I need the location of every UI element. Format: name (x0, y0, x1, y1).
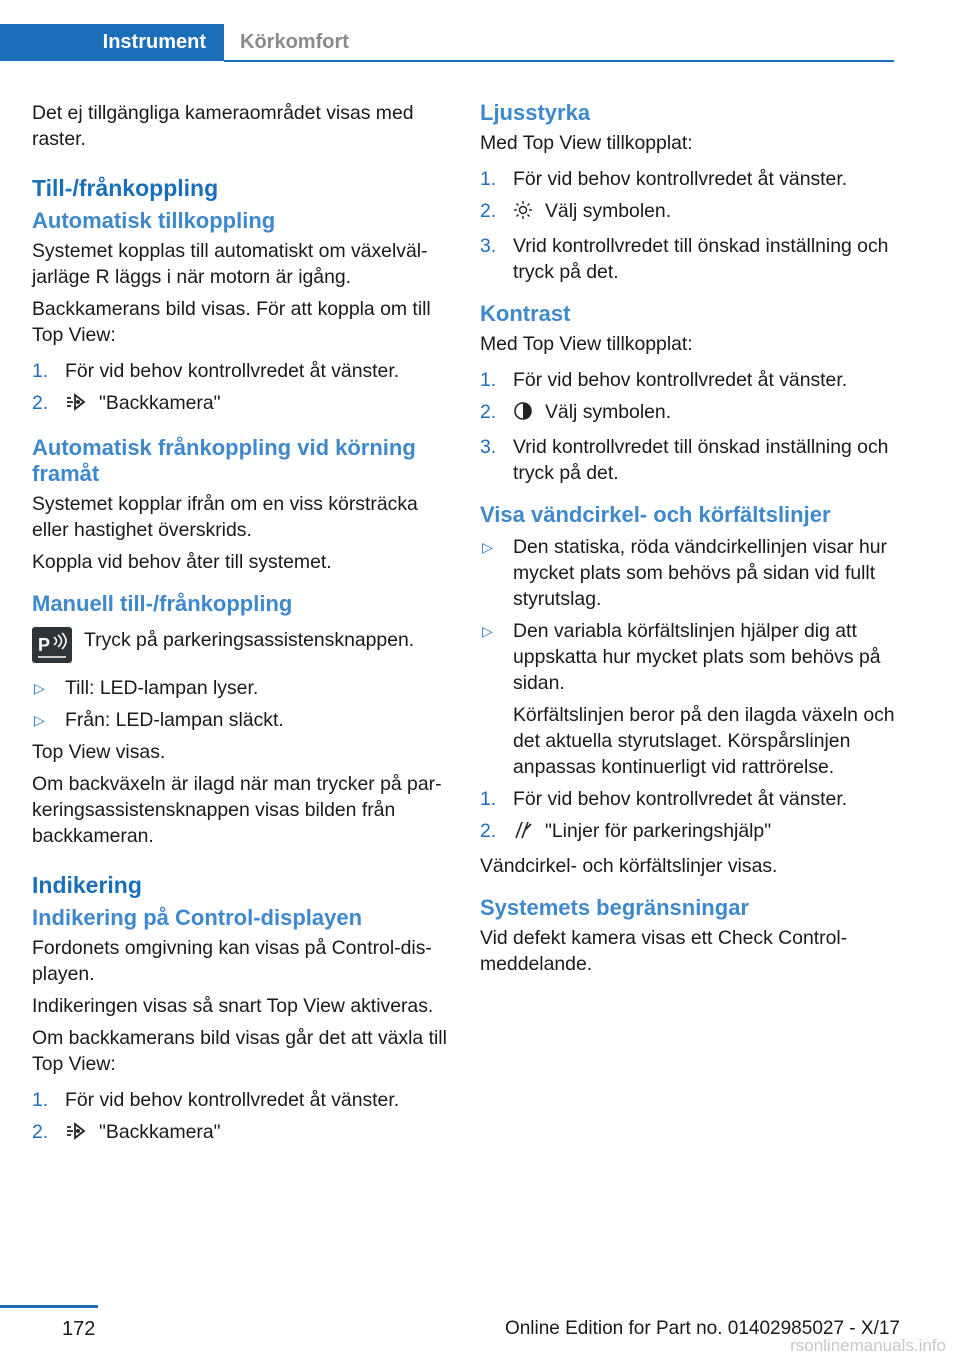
step-text: För vid behov kontrollvredet åt vänster. (65, 1089, 400, 1111)
list-item (32, 358, 450, 384)
parking-lines-icon (513, 820, 533, 847)
heading-automatisk-frankoppling: Automatisk frånkoppling vid körning framåt (32, 435, 416, 486)
parking-button-row (32, 627, 450, 663)
step-number: 1. (480, 788, 497, 810)
parking-assist-button-icon (32, 627, 72, 663)
paragraph: Systemet kopplar ifrån om en viss körsträcka eller hastighet överskrids. (32, 493, 418, 541)
heading-indikering: Indikering (32, 872, 142, 898)
list-item (480, 198, 898, 227)
watermark: rsonlinemanuals.info (790, 1336, 946, 1355)
list-item (32, 1087, 450, 1113)
bullet-text: Från: LED-lampan släckt. (65, 709, 284, 731)
bullet-list (32, 675, 450, 733)
bullet-list (480, 534, 898, 696)
step-text: För vid behov kontrollvredet åt vänster. (513, 788, 848, 810)
paragraph: Top View visas. (32, 741, 166, 763)
step-text: "Backkamera" (99, 392, 221, 414)
contrast-icon (513, 401, 533, 428)
triangle-bullet-icon: ▷ (34, 680, 45, 696)
list-item (32, 390, 450, 419)
paragraph: Indikeringen visas så snart Top View aktiveras. (32, 995, 434, 1017)
list-item (480, 618, 898, 696)
list-item (480, 434, 898, 486)
paragraph: Fordonets omgivning kan visas på Control-displayen. (32, 937, 432, 985)
step-text: "Backkamera" (99, 1121, 221, 1143)
paragraph: Systemet kopplas till automatiskt om växelväljarläge R läggs i när motorn är igång. (32, 240, 428, 288)
step-number: 2. (480, 820, 497, 842)
paragraph: Med Top View tillkopplat: (480, 333, 693, 355)
step-text: För vid behov kontrollvredet åt vänster. (65, 360, 400, 382)
footer-accent-line (0, 1305, 98, 1308)
step-number: 1. (32, 360, 49, 382)
list-item (480, 399, 898, 428)
right-column (480, 100, 898, 983)
step-text: "Linjer för parkeringshjälp" (545, 820, 772, 842)
step-number: 1. (480, 369, 497, 391)
backup-camera-icon (65, 1121, 87, 1148)
triangle-bullet-icon: ▷ (482, 539, 493, 555)
step-number: 3. (480, 235, 497, 257)
bullet-text: Den variabla körfältslinjen hjälper dig att uppskatta hur mycket plats som behövs på sidan. (513, 620, 881, 694)
brightness-sun-icon (513, 200, 533, 227)
step-text: För vid behov kontrollvredet åt vänster. (513, 168, 848, 190)
steps-list (32, 358, 450, 419)
svg-text:P: P (38, 635, 51, 655)
list-item (32, 1119, 450, 1148)
triangle-bullet-icon: ▷ (482, 623, 493, 639)
list-item (480, 818, 898, 847)
step-number: 1. (32, 1089, 49, 1111)
tab-underline (224, 60, 894, 62)
step-number: 3. (480, 436, 497, 458)
paragraph: Koppla vid behov åter till systemet. (32, 551, 332, 573)
step-text: För vid behov kontrollvredet åt vänster. (513, 369, 848, 391)
step-text: Vrid kontrollvredet till önskad inställning och tryck på det. (513, 436, 889, 484)
step-number: 2. (480, 401, 497, 423)
heading-ljusstyrka: Ljusstyrka (480, 100, 591, 125)
backup-camera-icon (65, 392, 87, 419)
list-item (32, 675, 450, 701)
tab-korkomfort[interactable]: Körkomfort (240, 31, 349, 53)
left-column (32, 100, 450, 1154)
page-number: 172 (62, 1318, 96, 1340)
step-number: 2. (480, 200, 497, 222)
heading-visa-linjer: Visa vändcirkel- och körfältslinjer (480, 502, 831, 527)
paragraph: Med Top View tillkopplat: (480, 132, 693, 154)
step-number: 2. (32, 1121, 49, 1143)
list-item (480, 367, 898, 393)
heading-begransningar: Systemets begränsningar (480, 895, 749, 920)
button-instruction: Tryck på parkeringsassistensknappen. (84, 629, 415, 651)
step-number: 1. (480, 168, 497, 190)
steps-list (480, 786, 898, 847)
tab-instrument[interactable]: Instrument (0, 24, 224, 61)
step-text: Välj symbolen. (545, 200, 672, 222)
paragraph: Om backkamerans bild visas går det att växla till Top View: (32, 1027, 447, 1075)
paragraph: Backkamerans bild visas. För att koppla om till Top View: (32, 298, 431, 346)
step-text: Välj symbolen. (545, 401, 672, 423)
list-item (480, 534, 898, 612)
list-item (480, 786, 898, 812)
steps-list (480, 367, 898, 486)
heading-manuell: Manuell till-/frånkoppling (32, 591, 293, 616)
triangle-bullet-icon: ▷ (34, 712, 45, 728)
paragraph: Vid defekt kamera visas ett Check Control-meddelande. (480, 927, 848, 975)
edition-text: Online Edition for Part no. 01402985027 - X/17 (504, 1318, 900, 1339)
steps-list (32, 1087, 450, 1148)
header-tabs (0, 0, 960, 62)
step-text: Vrid kontrollvredet till önskad inställning och tryck på det. (513, 235, 889, 283)
bullet-text: Till: LED-lampan lyser. (65, 677, 259, 699)
heading-kontrast: Kontrast (480, 301, 571, 326)
paragraph: Körfältslinjen beror på den ilagda växeln och det aktuella styrutslaget. Körspårslinjen anpassas kontinuerligt vid rattrörelse. (513, 704, 895, 778)
list-item (480, 233, 898, 285)
intro-text: Det ej tillgängliga kameraområdet visas med raster. (32, 102, 414, 150)
list-item (480, 166, 898, 192)
heading-automatisk-tillkoppling: Automatisk tillkoppling (32, 208, 276, 233)
bullet-text: Den statiska, röda vändcirkellinjen visar hur mycket plats som behövs på sidan vid fullt styrutslag. (513, 536, 887, 610)
paragraph: Vändcirkel- och körfältslinjer visas. (480, 855, 778, 877)
list-item (32, 707, 450, 733)
step-number: 2. (32, 392, 49, 414)
heading-indikering-control-display: Indikering på Control-displayen (32, 905, 363, 930)
steps-list (480, 166, 898, 285)
paragraph: Om backväxeln är ilagd när man trycker på parkeringsassistensknappen visas bilden från backkameran. (32, 773, 442, 847)
heading-till-franskoppling: Till-/frånkoppling (32, 175, 219, 201)
